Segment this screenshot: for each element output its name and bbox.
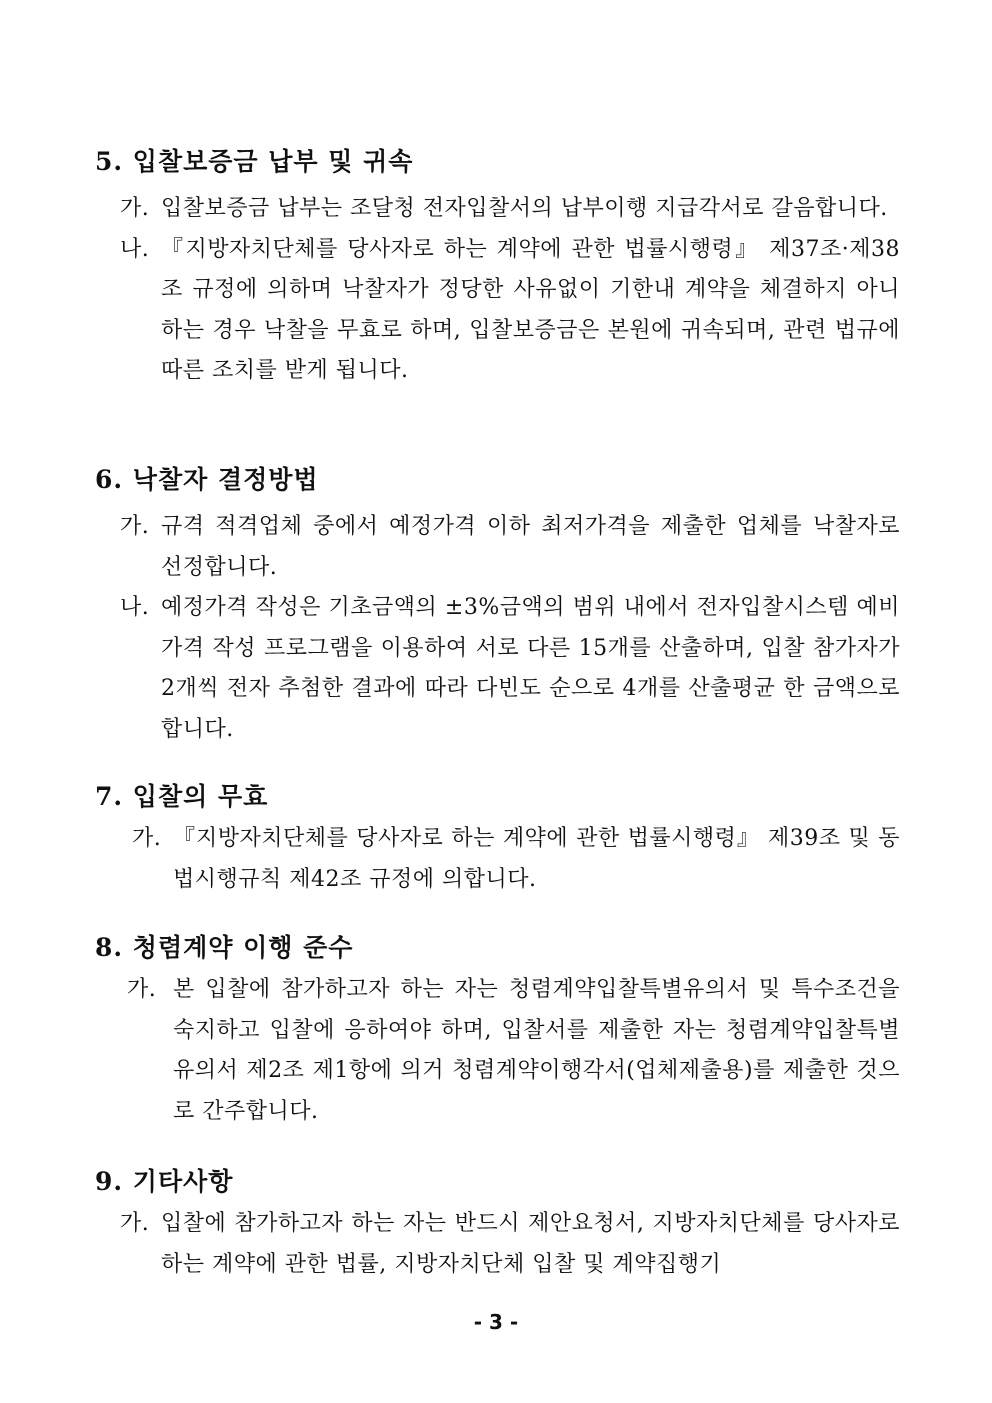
- item-marker: 가.: [132, 826, 162, 851]
- item-marker: 나.: [120, 595, 150, 620]
- section-title: 9. 기타사항: [95, 1167, 234, 1196]
- item-marker: 가.: [127, 977, 157, 1002]
- list-item: [120, 588, 900, 750]
- section-title: 6. 낙찰자 결정방법: [95, 465, 319, 494]
- item-marker: 가.: [120, 196, 150, 221]
- section-title: 5. 입찰보증금 납부 및 귀속: [95, 147, 414, 176]
- section-8: [95, 931, 900, 1132]
- section-7: [95, 780, 900, 900]
- section-9: [95, 1165, 900, 1285]
- item-marker: 가.: [120, 1211, 150, 1236]
- item-text: 입찰보증금 납부는 조달청 전자입찰서의 납부이행 지급각서로 갈음합니다.: [161, 196, 888, 221]
- list-item: [127, 970, 900, 1132]
- item-text: 『지방자치단체를 당사자로 하는 계약에 관한 법률시행령』 제39조 및 동법시행규칙 제42조 규정에 의합니다.: [173, 826, 900, 892]
- section-title: 8. 청렴계약 이행 준수: [95, 933, 354, 962]
- item-text: 입찰에 참가하고자 하는 자는 반드시 제안요청서, 지방자치단체를 당사자로 하는 계약에 관한 법률, 지방자치단체 입찰 및 계약집행기: [161, 1211, 900, 1277]
- item-text: 규격 적격업체 중에서 예정가격 이하 최저가격을 제출한 업체를 낙찰자로 선정합니다.: [161, 514, 900, 580]
- section-title: 7. 입찰의 무효: [95, 782, 269, 811]
- page-number: - 3 -: [473, 1310, 519, 1334]
- list-item: [120, 230, 900, 392]
- list-item: [132, 819, 900, 900]
- list-item: [120, 1204, 900, 1285]
- list-item: [120, 507, 900, 588]
- item-text: 『지방자치단체를 당사자로 하는 계약에 관한 법률시행령』 제37조·제38조 규정에 의하며 낙찰자가 정당한 사유없이 기한내 계약을 체결하지 아니하는 경우 낙찰을 무효로 하며, 입찰보증금은 본원에 귀속되며, 관련 법규에 따른 조치를 받게 됩니다.: [161, 236, 900, 383]
- item-marker: 가.: [120, 514, 150, 539]
- item-text: 본 입찰에 참가하고자 하는 자는 청렴계약입찰특별유의서 및 특수조건을 숙지하고 입찰에 응하여야 하며, 입찰서를 제출한 자는 청렴계약입찰특별유의서 제2조 제1항에 의거 청렴계약이행각서(업체제출용)를 제출한 것으로 간주합니다.: [173, 977, 900, 1124]
- item-text: 예정가격 작성은 기초금액의 ±3%금액의 범위 내에서 전자입찰시스템 예비가격 작성 프로그램을 이용하여 서로 다른 15개를 산출하며, 입찰 참가자가 2개씩 전자 추첨한 결과에 따라 다빈도 순으로 4개를 산출평균 한 금액으로 합니다.: [161, 595, 900, 742]
- section-5: [95, 145, 900, 392]
- item-marker: 나.: [120, 236, 150, 262]
- section-6: [95, 463, 900, 750]
- list-item: [120, 189, 900, 230]
